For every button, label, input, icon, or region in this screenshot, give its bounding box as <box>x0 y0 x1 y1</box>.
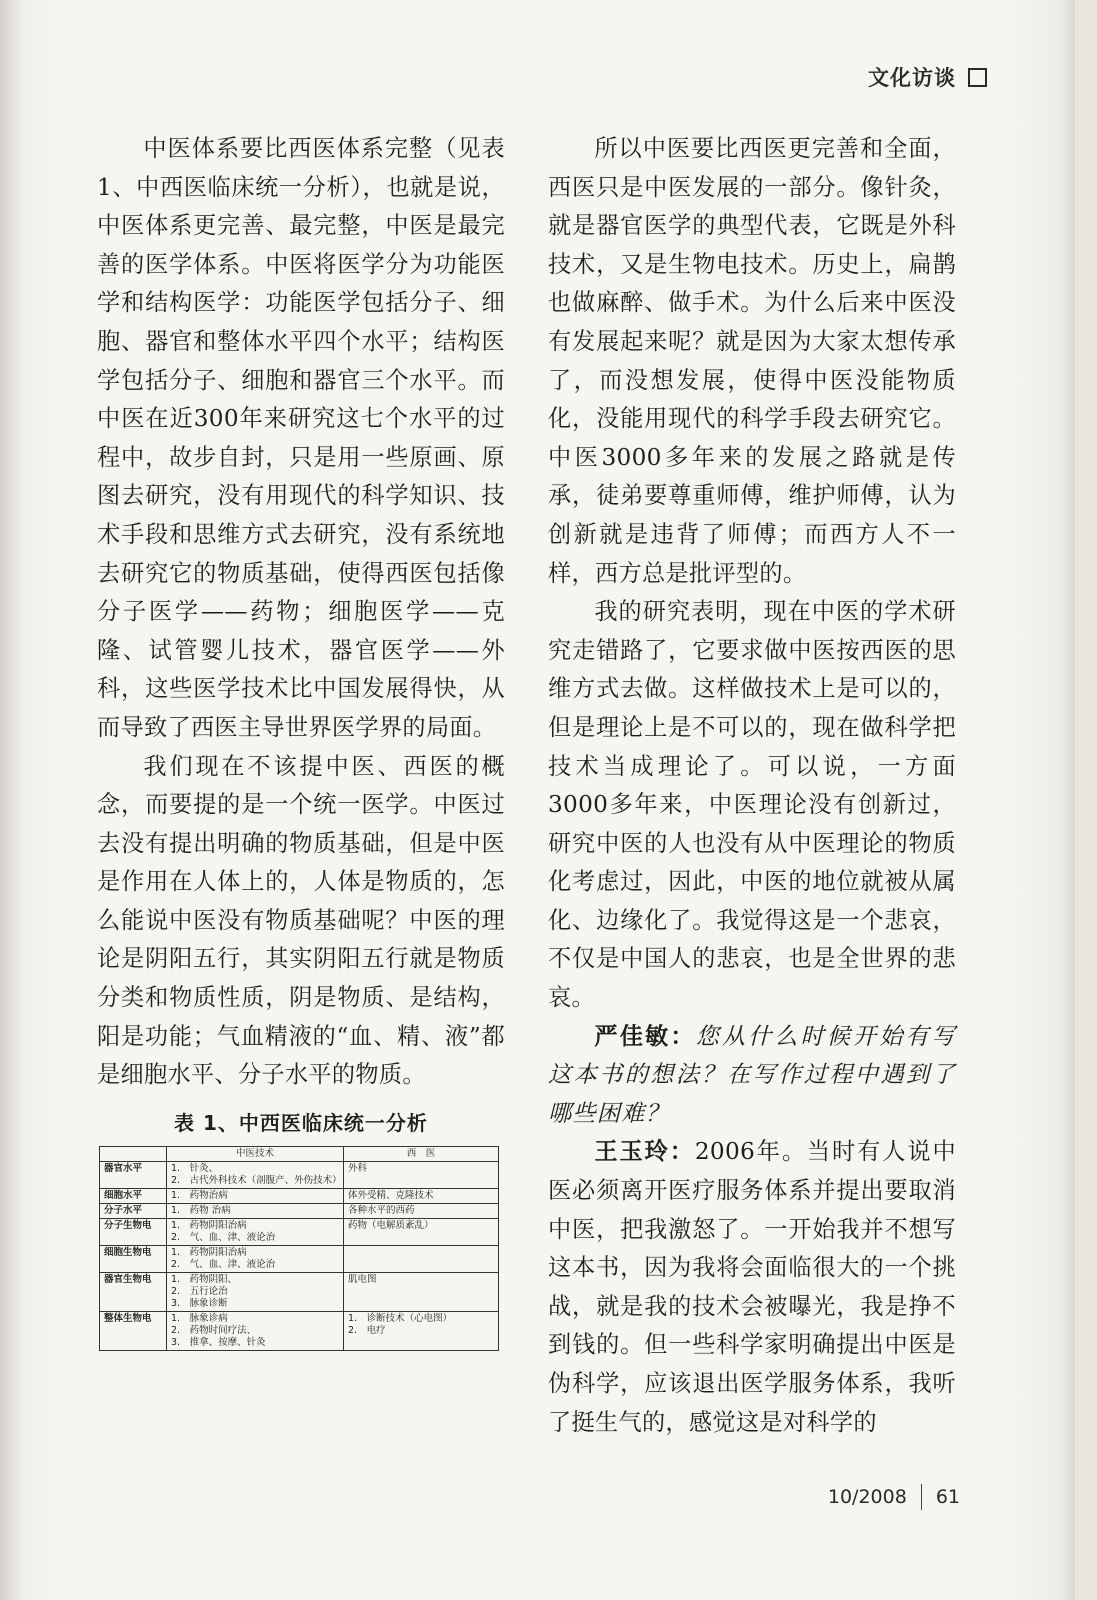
table-cell-level: 分子生物电 <box>100 1218 167 1245</box>
body-paragraph: 我的研究表明，现在中医的学术研究走错路了，它要求做中医按西医的思维方式去做。这样做技术上是可以的，但是理论上是不可以的，现在做科学把技术当成理论了。可以说，一方面3000多年来，中医理论没有创新过，研究中医的人也没有从中医理论的物质化考虑过，因此，中医的地位就被从属化、边缘化了。我觉得这是一个悲哀，不仅是中国人的悲哀，也是全世界的悲哀。 <box>548 598 956 1012</box>
table-row <box>100 1272 499 1311</box>
table-cell-level: 细胞水平 <box>100 1188 167 1203</box>
table-cell-line: 2. 气、血、津、液论治 <box>171 1231 276 1243</box>
question-text: 您从什么时候开始有写这本书的想法？在写作过程中遇到了哪些困难？ <box>548 1022 957 1127</box>
left-column <box>97 130 505 1351</box>
table-cell-tcm <box>167 1188 344 1203</box>
table-cell-western <box>344 1245 499 1272</box>
table-row <box>100 1218 499 1245</box>
table-cell-line: 2. 药物时间疗法、 <box>171 1324 257 1336</box>
interview-question <box>548 1018 956 1134</box>
table-cell-line: 2. 气、血、津、液论治 <box>171 1258 276 1270</box>
table-cell-line: 2. 古代外科技术（剖腹产、外伤技术） <box>171 1174 342 1186</box>
table-header-level <box>100 1146 167 1161</box>
table-cell-western <box>344 1218 499 1245</box>
body-paragraph: 我们现在不该提中医、西医的概念，而要提的是一个统一医学。中医过去没有提出明确的物质基础，但是中医是作用在人体上的，人体是物质的，怎么能说中医没有物质基础呢？中医的理论是阴阳五行，其实阴阳五行就是物质分类和物质性质，阴是物质、是结构，阳是功能；气血精液的“血、精、液”都是细胞水平、分子水平的物质。 <box>97 752 505 1089</box>
table-cell-line: 2. 电疗 <box>348 1324 386 1336</box>
table-cell-line: 1. 药物阴阳、 <box>171 1273 238 1285</box>
table-cell-tcm <box>167 1218 344 1245</box>
table-cell-line: 肌电图 <box>348 1273 377 1285</box>
table-row <box>100 1188 499 1203</box>
tcm-western-table <box>99 1146 499 1351</box>
table-cell-line: 1. 药物阴阳治病 <box>171 1246 247 1258</box>
table-header-western: 西 医 <box>344 1146 499 1161</box>
right-column <box>548 130 956 1442</box>
table-caption: 表 1、中西医临床统一分析 <box>174 1110 428 1135</box>
table-cell-western <box>344 1188 499 1203</box>
table-cell-line: 1. 脉象诊病 <box>171 1312 228 1324</box>
table-cell-tcm <box>167 1272 344 1311</box>
table-row <box>100 1245 499 1272</box>
table-cell-level: 细胞生物电 <box>100 1245 167 1272</box>
table-cell-tcm <box>167 1203 344 1218</box>
table-cell-line: 体外受精、克隆技术 <box>348 1189 434 1201</box>
speaker-label: 王玉玲： <box>594 1138 695 1166</box>
table-cell-line: 3. 推拿、按摩、针灸 <box>171 1336 266 1348</box>
table-cell-western <box>344 1311 499 1350</box>
table-cell-tcm <box>167 1161 344 1188</box>
body-paragraph: 中医体系要比西医体系完整（见表1、中西医临床统一分析），也就是说，中医体系更完善、最完整，中医是最完善的医学体系。中医将医学分为功能医学和结构医学：功能医学包括分子、细胞、器官和整体水平四个水平；结构医学包括分子、细胞和器官三个水平。而中医在近300年来研究这七个水平的过程中，故步自封，只是用一些原画、原图去研究，没有用现代的科学知识、技术手段和思维方式去研究，没有系统地去研究它的物质基础，使得西医包括像分子医学——药物；细胞医学——克隆、试管婴儿技术，器官医学——外科，这些医学技术比中国发展得快，从而导致了西医主导世界医学界的局面。 <box>97 135 505 741</box>
table-cell-line: 1. 药物 治病 <box>171 1204 231 1216</box>
next-page-edge <box>1075 0 1097 1600</box>
interview-answer <box>548 1133 956 1442</box>
issue-date: 10/2008 <box>827 1486 907 1508</box>
table-cell-western <box>344 1203 499 1218</box>
table-cell-tcm <box>167 1245 344 1272</box>
table-header-tcm: 中医技术 <box>167 1146 344 1161</box>
table-cell-line: 1. 针灸、 <box>171 1162 219 1174</box>
square-icon <box>968 68 987 87</box>
table-cell-line: 1. 诊断技术（心电图） <box>348 1312 453 1324</box>
table-cell-level: 器官生物电 <box>100 1272 167 1311</box>
table-header-row <box>100 1146 499 1161</box>
table-cell-line: 外科 <box>348 1162 368 1174</box>
table-cell-line: 药物（电解质紊乱） <box>348 1219 434 1231</box>
table-cell-line: 3. 脉象诊断 <box>171 1297 228 1309</box>
table-cell-line: 各种水平的西药 <box>348 1204 415 1216</box>
speaker-label: 严佳敏： <box>594 1022 696 1050</box>
table-cell-line: 2. 五行论治 <box>171 1285 228 1297</box>
table-cell-western <box>344 1272 499 1311</box>
footer-divider <box>921 1484 922 1510</box>
table-row <box>100 1311 499 1350</box>
section-title: 文化访谈 <box>868 66 956 90</box>
table-cell-line: 1. 药物治病 <box>171 1189 228 1201</box>
section-header <box>868 62 987 92</box>
table-cell-western <box>344 1161 499 1188</box>
table-cell-level: 分子水平 <box>100 1203 167 1218</box>
table-row <box>100 1203 499 1218</box>
answer-text: 2006年。当时有人说中医必须离开医疗服务体系并提出要取消中医，把我激怒了。一开始我并不想写这本书，因为我将会面临很大的一个挑战，就是我的技术会被曝光，我是挣不到钱的。但一些科学家明确提出中医是伪科学，应该退出医学服务体系，我听了挺生气的，感觉这是对科学的 <box>548 1138 956 1436</box>
page-footer <box>828 1484 960 1510</box>
page-number: 61 <box>935 1486 960 1508</box>
table-row <box>100 1161 499 1188</box>
body-paragraph: 所以中医要比西医更完善和全面，西医只是中医发展的一部分。像针灸，就是器官医学的典型代表，它既是外科技术，又是生物电技术。历史上，扁鹊也做麻醉、做手术。为什么后来中医没有发展起来呢？就是因为大家太想传承了，而没想发展，使得中医没能物质化，没能用现代的科学手段去研究它。中医3000多年来的发展之路就是传承，徒弟要尊重师傅，维护师傅，认为创新就是违背了师傅；而西方人不一样，西方总是批评型的。 <box>548 135 956 587</box>
table-cell-level: 整体生物电 <box>100 1311 167 1350</box>
table-cell-line: 1. 药物阴阳治病 <box>171 1219 247 1231</box>
table-cell-level: 器官水平 <box>100 1161 167 1188</box>
table-cell-tcm <box>167 1311 344 1350</box>
